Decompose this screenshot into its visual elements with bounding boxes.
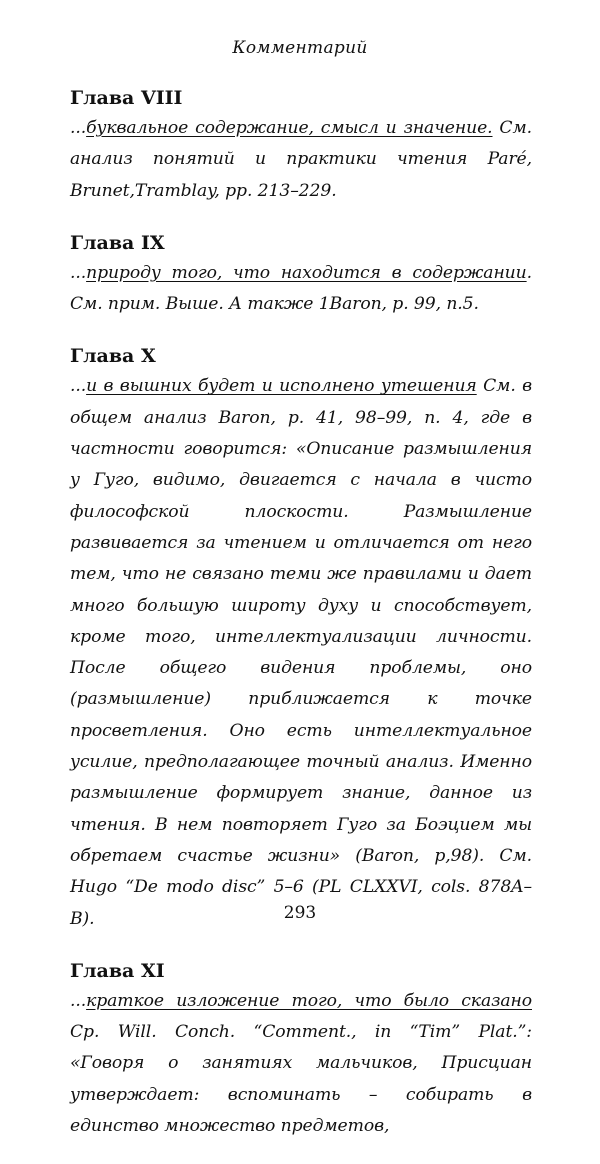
chapter-ix-note: [70, 229, 532, 321]
note-text: [70, 986, 532, 1142]
commentary: См. анализ понятий и практики чтения Paré, Brunet,Tramblay, pp. 213–229.: [70, 118, 532, 201]
page-number: 293: [283, 903, 317, 923]
commentary: . См. прим. Выше. А также 1Baron, p. 99, n.5.: [70, 262, 532, 315]
chapter-heading: Глава XI: [70, 959, 165, 982]
chapter-viii-note: [70, 84, 532, 207]
commentary: Cp. Will. Conch. “Comment., in “Tim” Plat.”: «Говоря о занятиях мальчиков, Присциан утверждает: вспоминать – собирать в единство множество предметов,: [70, 1022, 532, 1137]
commentary: См. в общем анализ Baron, p. 41, 98–99, n. 4, где в частности говорится: «Описание размышления у Гуго, видимо, двигается с начала в чисто философской плоскости. Размышление развивается за чтением и отличается от него тем, что не связано теми же правилами и дает много большую широту духу и способствует, кроме того, интеллектуализации личности. После общего видения проблемы, оно (размышление) приближается к точке просветления. Оно есть интеллектуальное усилие, предполагающее точный анализ. Именно размышление формирует знание, данное из чтения. В нем повторяет Гуго за Боэцием мы обретаем счастье жизни» (Baron, p,98). См. Hugo “De modo disc” 5–6 (PL CLXXVI, cols. 878A–B).: [70, 376, 532, 929]
ellipsis: ...: [70, 262, 87, 283]
underlined-quote: краткое изложение того, что было сказано: [86, 990, 532, 1011]
chapter-xi-note: [70, 957, 532, 1142]
note-text: [70, 371, 532, 934]
note-text: [70, 113, 532, 207]
underlined-quote: и в вышних будет и исполнено утешения: [86, 376, 477, 397]
ellipsis: ...: [70, 990, 87, 1011]
ellipsis: ...: [70, 376, 87, 397]
chapter-heading: Глава VIII: [70, 87, 183, 109]
page-body: [70, 84, 532, 1164]
underlined-quote: природу того, что находится в содержании: [86, 262, 527, 283]
underlined-quote: буквальное содержание, смысл и значение.: [86, 118, 493, 138]
ellipsis: ...: [70, 118, 87, 138]
chapter-x-note: [70, 342, 532, 934]
note-text: [70, 258, 532, 321]
chapter-heading: Глава IX: [70, 231, 165, 254]
running-head: Комментарий: [232, 38, 368, 58]
chapter-heading: Глава X: [70, 345, 156, 368]
